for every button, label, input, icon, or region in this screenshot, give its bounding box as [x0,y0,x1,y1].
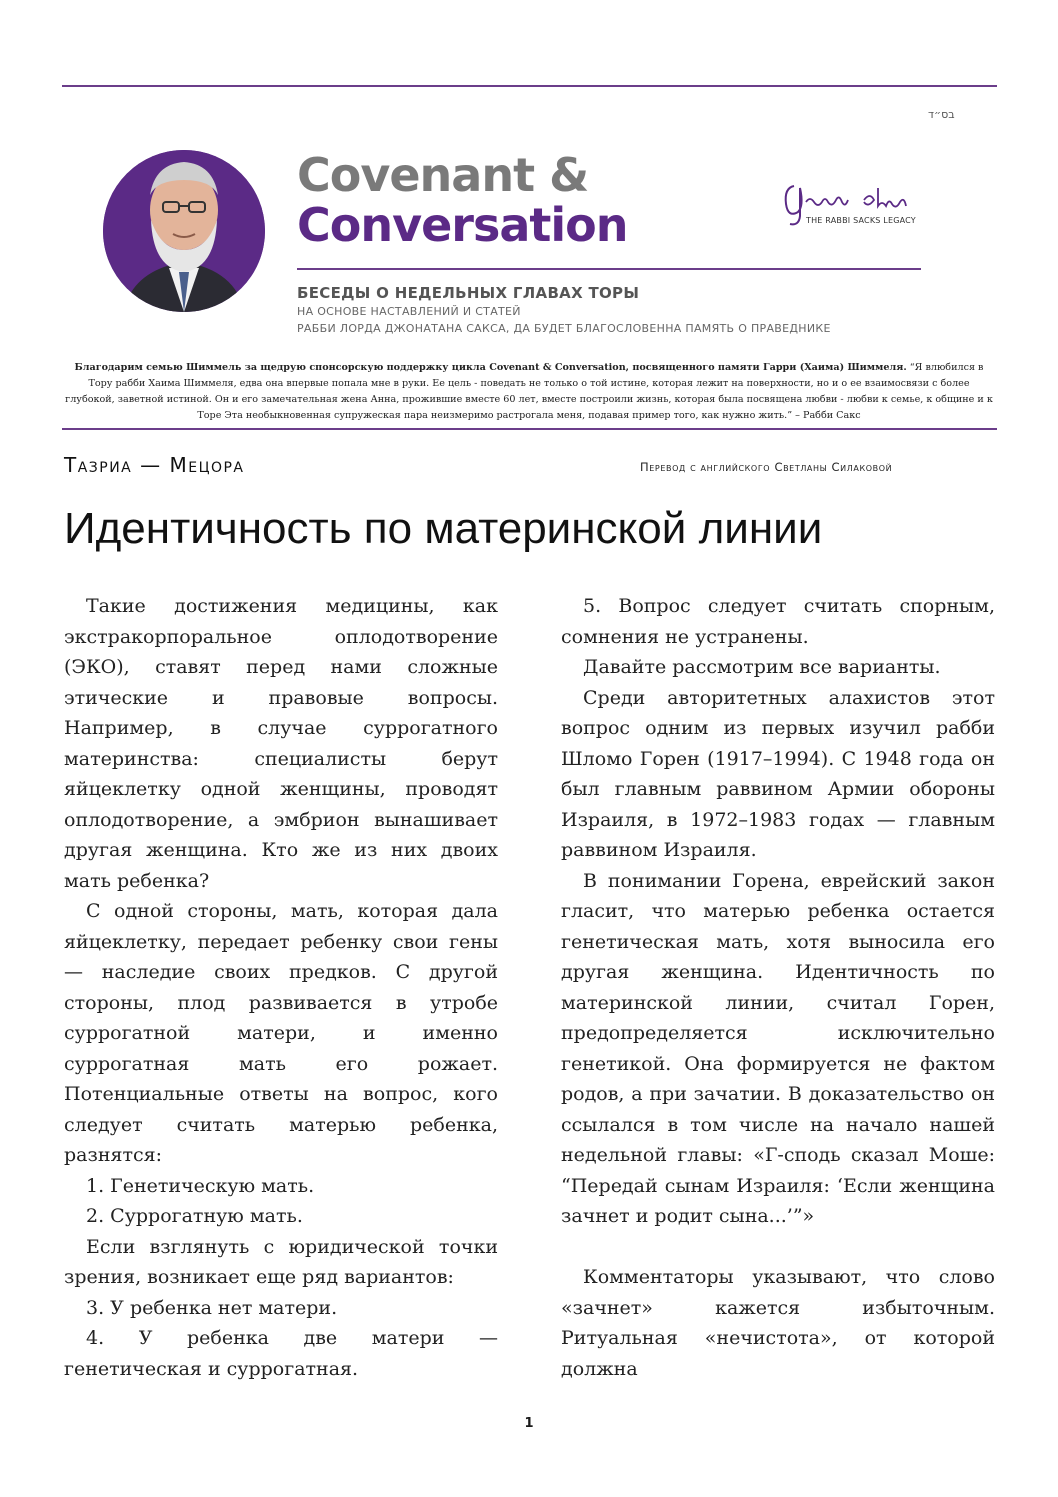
right-column [561,591,995,1384]
paragraph: Такие достижения медицины, как экстракорпоральное оплодотворение (ЭКО), ставят перед нами сложные этические и правовые вопросы. Например, в случае суррогатного материнства: специалисты берут яйцеклетку одной женщины, проводят оплодотворение, а эмбрион вынашивает другая женщина. Кто же из них двоих мать ребенка? [64,595,498,892]
brand-conversation: Conversation [297,198,628,252]
parsha-name: Тазриа — Мецора [64,453,245,477]
list-item: 3. У ребенка нет матери. [86,1296,338,1319]
series-subtitle: БЕСЕДЫ О НЕДЕЛЬНЫХ ГЛАВАХ ТОРЫ [297,284,640,302]
brand-covenant: Covenant & [297,148,589,202]
sponsor-quote: “Я влюбился в Тору рабби Хаима Шиммеля, едва она впервые попала мне в руки. Ее цель - поведать не только о той истине, которая лежит на поверхности, но и о ее взаимосвязи с более глубокой, заветной истиной. Он и его замечательная жена Анна, прожившие вместе 60 лет, вместе построили жизнь, которая была посвящена любви - любви к семье, к общине и к Торе Эта необыкновенная супружеская пара неизмеримо растрогала меня, подавая пример того, как нужно жить.” – Рабби Сакс [65,362,993,421]
paragraph: Если взглянуть с юридической точки зрения, возникает еще ряд вариантов: [64,1235,498,1288]
series-subtitle-line2: НА ОСНОВЕ НАСТАВЛЕНИЙ И СТАТЕЙ [297,305,521,318]
list-item: 2. Суррогатную мать. [86,1205,303,1227]
paragraph: В понимании Горена, еврейский закон гласит, что матерью ребенка остается генетическая мать, хотя выносила его другая женщина. Идентичность по материнской линии, считал Горен, предопределяется исключительно генетикой. Она формируется не фактом родов, а при зачатии. В доказательство он ссылался в том числе на начало нашей недельной главы: «Г-сподь сказал Моше: “Передай сынам Израиля: ‘Если женщина зачнет и родит сына...’”» [561,869,995,1227]
brand-divider [297,268,921,270]
translator-credit: Перевод с английского Светланы Силаковой [640,460,893,474]
brand-title [297,150,628,250]
rabbi-portrait-image [103,150,265,312]
page-number: 1 [524,1416,534,1431]
sponsor-bold: Благодарим семью Шиммель за щедрую спонсорскую поддержку цикла Covenant & Conversation, посвященного памяти Гарри (Хаима) Шиммеля. [74,362,907,373]
sponsor-note [64,360,994,424]
paragraph: Давайте рассмотрим все варианты. [583,656,941,678]
bsd-mark: בס״ד [928,108,955,121]
article-title: Идентичность по материнской линии [64,504,823,553]
list-item: 1. Генетическую мать. [86,1174,315,1197]
paragraph: Комментаторы указывают, что слово «зачнет» кажется избыточным. Ритуальная «нечистота», от которой должна [561,1266,995,1380]
sponsor-divider [62,428,997,430]
list-item: 4. У ребенка две матери — генетическая и суррогатная. [64,1327,498,1380]
top-rule [62,85,997,87]
left-column [64,591,498,1384]
paragraph: С одной стороны, мать, которая дала яйцеклетку, передает ребенку свои гены — наследие своих предков. С другой стороны, плод развивается в утробе суррогатной матери, и именно суррогатная мать его рожает. Потенциальные ответы на вопрос, кого следует считать матерью ребенка, разнятся: [64,900,498,1166]
list-item: 5. Вопрос следует считать спорным, сомнения не устранены. [561,595,995,648]
series-subtitle-line3: РАББИ ЛОРДА ДЖОНАТАНА САКСА, ДА БУДЕТ БЛАГОСЛОВЕННА ПАМЯТЬ О ПРАВЕДНИКЕ [297,322,831,335]
paragraph: Среди авторитетных алахистов этот вопрос одним из первых изучил рабби Шломо Горен (1917–1994). С 1948 года он был главным раввином Армии обороны Израиля, в 1972–1983 годах — главным раввином Израиля. [561,686,995,861]
signature-caption: THE RABBI SACKS LEGACY [806,216,916,225]
